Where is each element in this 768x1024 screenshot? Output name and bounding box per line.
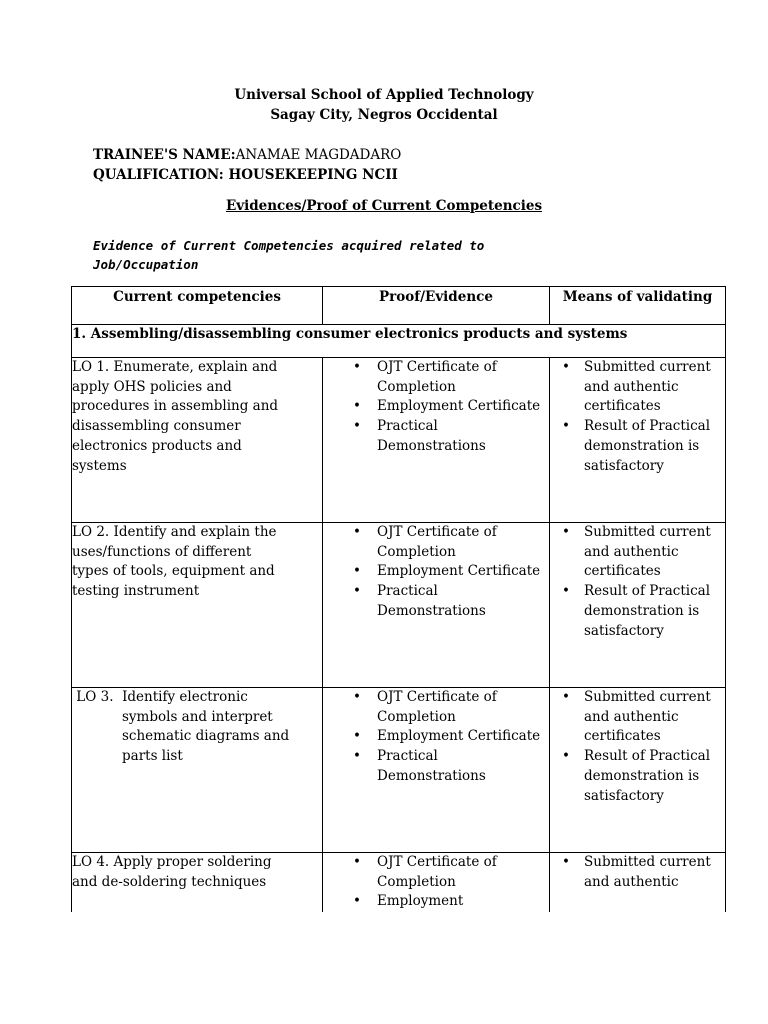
proof-item: • Employment <box>323 892 549 912</box>
lo-line: LO 3. Identify electronic <box>72 689 248 705</box>
proof-item: • OJT Certificate of Completion <box>323 523 549 562</box>
table-row <box>72 853 726 913</box>
intro-line-1: Evidence of Current Competencies acquired related to <box>93 238 485 253</box>
proof-item: • OJT Certificate of Completion <box>323 358 549 397</box>
table-row <box>72 358 726 523</box>
lo-line: uses/functions of different <box>72 543 252 560</box>
group-row <box>72 325 726 358</box>
lo-line: testing instrument <box>72 583 200 600</box>
proof-cell <box>323 358 550 523</box>
proof-item: • Employment Certificate <box>323 397 549 417</box>
header-means-of-validating: Means of validating <box>550 287 726 325</box>
proof-item: • OJT Certificate of Completion <box>323 853 549 892</box>
proof-cell <box>323 688 550 853</box>
means-item: • Submitted current and authentic certificates <box>550 358 725 417</box>
school-location: Sagay City, Negros Occidental <box>270 107 498 123</box>
lo-cell <box>72 853 323 913</box>
proof-item: • Employment Certificate <box>323 727 549 747</box>
lo-cell <box>72 358 323 523</box>
intro-line-2: Job/Occupation <box>93 257 199 272</box>
means-item: • Result of Practical demonstration is satisfactory <box>550 582 725 641</box>
table-row <box>72 688 726 853</box>
table-header-row <box>72 287 726 325</box>
header-proof-evidence: Proof/Evidence <box>323 287 550 325</box>
section-heading: Evidences/Proof of Current Competencies <box>225 198 543 214</box>
lo-line: electronics products and <box>72 437 242 454</box>
lo-line: parts list <box>122 748 183 765</box>
table-row <box>72 523 726 688</box>
lo-line: procedures in assembling and <box>72 398 279 415</box>
proof-item: • Employment Certificate <box>323 562 549 582</box>
lo-cell <box>72 523 323 688</box>
page-bottom-margin <box>0 912 768 1024</box>
proof-item: • Practical Demonstrations <box>323 417 549 456</box>
school-name: Universal School of Applied Technology <box>234 87 534 103</box>
means-cell <box>550 853 726 913</box>
lo-line: disassembling consumer <box>72 418 241 435</box>
lo-line: LO 4. Apply proper soldering <box>72 854 272 870</box>
lo-line: apply OHS policies and <box>72 378 232 395</box>
lo-line: LO 2. Identify and explain the <box>72 524 277 540</box>
proof-cell <box>323 523 550 688</box>
means-cell <box>550 523 726 688</box>
proof-item: • Practical Demonstrations <box>323 582 549 621</box>
means-item: • Result of Practical demonstration is satisfactory <box>550 747 725 806</box>
proof-cell <box>323 853 550 913</box>
lo-cell <box>72 688 323 853</box>
lo-line: LO 1. Enumerate, explain and <box>72 359 278 375</box>
trainee-name-value: ANAMAE MAGDADARO <box>235 147 402 163</box>
means-item: • Submitted current and authentic certificates <box>550 688 725 747</box>
lo-line: and de-soldering techniques <box>72 873 267 890</box>
qualification-line: QUALIFICATION: HOUSEKEEPING NCII <box>93 167 398 183</box>
proof-item: • Practical Demonstrations <box>323 747 549 786</box>
lo-line: types of tools, equipment and <box>72 563 275 580</box>
means-item: • Submitted current and authentic <box>550 853 725 892</box>
lo-line: symbols and interpret <box>122 708 273 725</box>
lo-line: systems <box>72 457 127 474</box>
trainee-name-label: TRAINEE'S NAME: <box>93 147 236 163</box>
means-item: • Submitted current and authentic certificates <box>550 523 725 582</box>
intro-text <box>93 236 613 274</box>
group-title: 1. Assembling/disassembling consumer electronics products and systems <box>72 325 726 358</box>
competencies-table <box>71 286 726 913</box>
lo-line: schematic diagrams and <box>122 728 290 745</box>
means-item: • Result of Practical demonstration is satisfactory <box>550 417 725 476</box>
header-current-competencies: Current competencies <box>72 287 323 325</box>
proof-item: • OJT Certificate of Completion <box>323 688 549 727</box>
means-cell <box>550 358 726 523</box>
trainee-name-line <box>93 147 401 163</box>
means-cell <box>550 688 726 853</box>
